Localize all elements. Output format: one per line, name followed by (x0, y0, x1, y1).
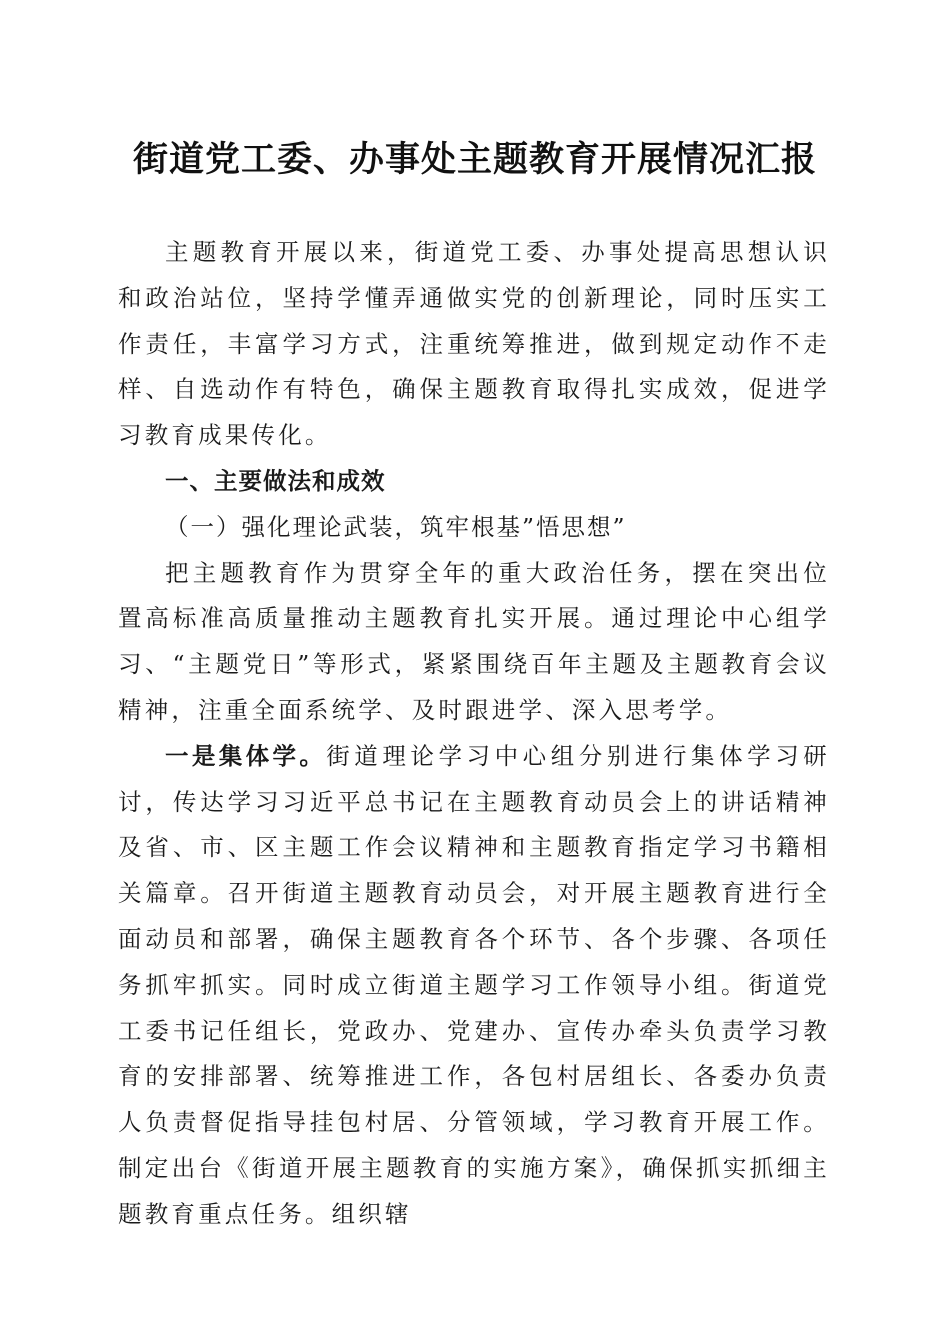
intro-paragraph: 主题教育开展以来，街道党工委、办事处提高思想认识和政治站位，坚持学懂弄通做实党的创新理论，同时压实工作责任，丰富学习方式，注重统筹推进，做到规定动作不走样、自选动作有特色，确保主题教育取得扎实成效，促进学习教育成果传化。 (118, 238, 830, 450)
item-lead: 一是集体学。 (165, 741, 327, 770)
subsection-heading: （一）强化理论武装，筑牢根基”悟思想” (165, 512, 627, 541)
section-heading: 一、主要做法和成效 (165, 466, 386, 495)
subsection-paragraph: 把主题教育作为贯穿全年的重大政治任务，摆在突出位置高标准高质量推动主题教育扎实开展。通过理论中心组学习、“主题党日”等形式，紧紧围绕百年主题及主题教育会议精神，注重全面系统学、及时跟进学、深入思考学。 (118, 558, 830, 724)
document-title: 街道党工委、办事处主题教育开展情况汇报 (132, 139, 817, 180)
item-paragraph (118, 734, 830, 1238)
document-body (118, 230, 830, 1238)
item-body: 街道理论学习中心组分别进行集体学习研讨，传达学习习近平总书记在主题教育动员会上的讲话精神及省、市、区主题工作会议精神和主题教育指定学习书籍相关篇章。召开街道主题教育动员会，对开展主题教育进行全面动员和部署，确保主题教育各个环节、各个步骤、各项任务抓牢抓实。同时成立街道主题学习工作领导小组。街道党工委书记任组长，党政办、党建办、宣传办牵头负责学习教育的安排部署、统筹推进工作，各包村居组长、各委办负责人负责督促指导挂包村居、分管领域，学习教育开展工作。制定出台《街道开展主题教育的实施方案》，确保抓实抓细主题教育重点任务。组织辖 (118, 741, 831, 1228)
